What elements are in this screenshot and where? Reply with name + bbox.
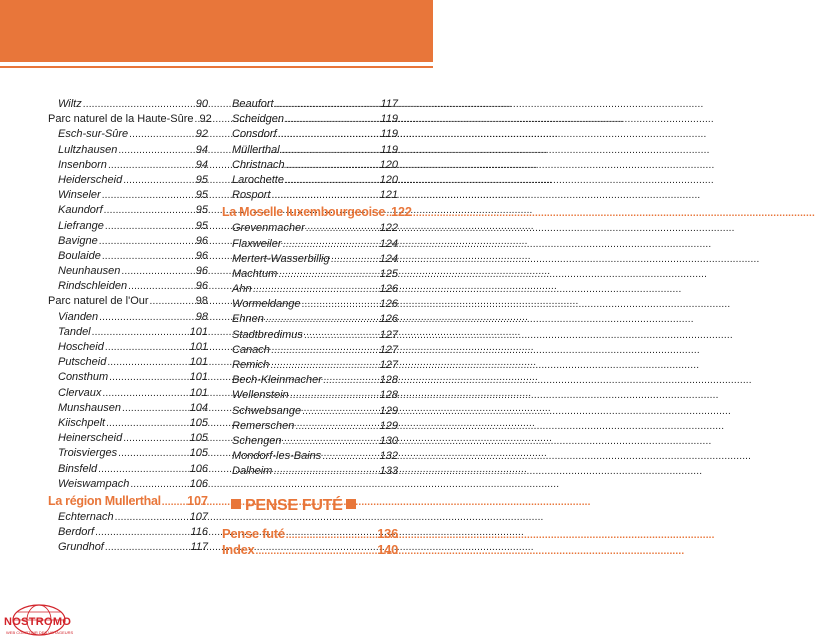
toc-entry bbox=[222, 449, 398, 464]
toc-entry bbox=[48, 234, 208, 249]
page-number: 107 bbox=[189, 510, 208, 523]
dot-leader bbox=[118, 143, 194, 158]
toc-entry bbox=[48, 249, 208, 264]
toc-entry bbox=[222, 221, 398, 236]
toc-entry bbox=[222, 404, 398, 419]
entry-label: Lultzhausen bbox=[58, 143, 118, 156]
entry-label: Putscheid bbox=[58, 356, 107, 369]
entry-label: Consthum bbox=[58, 371, 109, 384]
logo-tagline: WEB COMPTOIR DES VOYAGEURS bbox=[6, 630, 74, 635]
entry-label: Parc naturel de la Haute-Sûre bbox=[48, 113, 194, 126]
page-number: 101 bbox=[189, 371, 208, 384]
dot-leader bbox=[99, 310, 195, 325]
dot-leader bbox=[286, 158, 379, 173]
page-number: 121 bbox=[379, 189, 398, 202]
dot-leader bbox=[281, 143, 380, 158]
toc-entry bbox=[222, 343, 398, 358]
dot-leader bbox=[323, 373, 379, 388]
square-bullet-icon bbox=[231, 499, 241, 509]
toc-entry bbox=[48, 401, 208, 416]
page-number: 126 bbox=[379, 298, 398, 311]
page-number: 106 bbox=[189, 477, 208, 490]
page-number: 105 bbox=[189, 447, 208, 460]
entry-label: Kiischpelt bbox=[58, 416, 106, 429]
logo-name: NOSTROMO bbox=[4, 616, 72, 628]
page-number: 92 bbox=[195, 128, 208, 141]
page-number: 105 bbox=[189, 432, 208, 445]
toc-entry bbox=[48, 219, 208, 234]
toc-entry bbox=[222, 358, 398, 373]
entry-label: Boulaide bbox=[58, 249, 101, 262]
dot-leader bbox=[115, 510, 189, 525]
toc-entry bbox=[222, 112, 398, 127]
dot-leader bbox=[270, 358, 378, 373]
page-number: 117 bbox=[380, 98, 398, 110]
page-number: 94 bbox=[195, 143, 208, 156]
dot-leader bbox=[306, 221, 379, 236]
dot-leader bbox=[286, 528, 376, 544]
dot-leader bbox=[195, 112, 199, 127]
dot-leader bbox=[322, 449, 378, 464]
page-number: 126 bbox=[379, 283, 398, 296]
entry-label: La Moselle luxembourgeoise bbox=[222, 205, 386, 220]
entry-label: Echternach bbox=[58, 510, 114, 523]
page-number: 126 bbox=[379, 313, 398, 326]
page-number: 132 bbox=[379, 450, 398, 463]
page-number: 129 bbox=[379, 419, 398, 432]
page-number: 128 bbox=[379, 389, 398, 402]
entry-label: Dalheim bbox=[232, 465, 273, 478]
page-number: 120 bbox=[379, 173, 398, 186]
page-number: 117 bbox=[190, 541, 208, 554]
entry-label: Munshausen bbox=[58, 401, 121, 414]
toc-entry bbox=[222, 127, 398, 142]
page-number: 125 bbox=[379, 267, 398, 280]
toc-entry bbox=[48, 279, 208, 294]
toc-entry bbox=[48, 355, 208, 370]
toc-entry bbox=[48, 540, 208, 555]
toc-entry bbox=[48, 127, 208, 142]
entry-label: Remich bbox=[232, 359, 270, 371]
nostromo-logo bbox=[2, 598, 76, 642]
toc-entry bbox=[222, 328, 398, 343]
entry-label: Winseler bbox=[58, 189, 101, 202]
toc-entry bbox=[48, 203, 208, 218]
page-number: 98 bbox=[195, 310, 208, 323]
page-number: 127 bbox=[379, 328, 398, 341]
toc-entry bbox=[48, 188, 208, 203]
page-number: 119 bbox=[380, 143, 398, 156]
entry-label: Beaufort bbox=[232, 98, 274, 110]
toc-entry bbox=[48, 370, 208, 385]
page-number: 92 bbox=[199, 113, 212, 126]
toc-section-entry bbox=[222, 542, 398, 558]
entry-label: Machtum bbox=[232, 267, 278, 280]
dot-leader bbox=[253, 282, 379, 297]
entry-label: Remerschen bbox=[232, 419, 295, 432]
page-number: 116 bbox=[190, 526, 208, 539]
dot-leader bbox=[285, 173, 379, 188]
page-number: 101 bbox=[189, 325, 208, 338]
entry-label: Schengen bbox=[232, 434, 282, 447]
entry-label: Rindschleiden bbox=[58, 280, 128, 293]
dot-leader bbox=[123, 431, 188, 446]
entry-label: Bech-Kleinmacher bbox=[232, 374, 322, 387]
dot-leader bbox=[109, 370, 189, 385]
toc-entry bbox=[222, 297, 398, 312]
page-number: 140 bbox=[377, 541, 398, 557]
page-number: 101 bbox=[189, 386, 208, 399]
page-number: 101 bbox=[189, 341, 208, 353]
entry-label: Tandel bbox=[58, 325, 91, 338]
entry-label: Ahn bbox=[232, 283, 252, 296]
toc-entry bbox=[222, 158, 398, 173]
dot-leader bbox=[265, 312, 379, 327]
entry-label: Müllerthal bbox=[232, 143, 280, 156]
toc-entry bbox=[48, 416, 208, 431]
entry-label: Wormeldange bbox=[232, 298, 301, 311]
entry-label: Kaundorf bbox=[58, 204, 103, 217]
dot-leader bbox=[123, 173, 195, 188]
entry-label: Schwebsange bbox=[232, 404, 302, 417]
dot-leader bbox=[92, 325, 189, 340]
dot-leader bbox=[104, 203, 195, 218]
toc-entry bbox=[222, 173, 398, 188]
page-number: 96 bbox=[195, 265, 208, 278]
entry-label: Ehnen bbox=[232, 313, 264, 326]
dot-leader bbox=[304, 328, 379, 343]
dot-leader bbox=[105, 540, 190, 555]
dot-leader bbox=[98, 462, 189, 477]
entry-label: Liefrange bbox=[58, 219, 104, 232]
page-number: 124 bbox=[379, 252, 398, 265]
entry-label: Mertert-Wasserbillig bbox=[232, 252, 330, 265]
page-number: 127 bbox=[379, 359, 398, 371]
entry-label: Neunhausen bbox=[58, 265, 121, 278]
toc-park-entry bbox=[48, 112, 212, 127]
entry-label: Vianden bbox=[58, 310, 99, 323]
toc-entry bbox=[48, 386, 208, 401]
page-number: 95 bbox=[195, 189, 208, 202]
toc-entry bbox=[222, 143, 398, 158]
toc-entry bbox=[48, 325, 208, 340]
dot-leader bbox=[83, 97, 195, 112]
dot-leader bbox=[302, 404, 379, 419]
page-number: 129 bbox=[379, 404, 398, 417]
entry-label: Flaxweiler bbox=[232, 237, 282, 250]
entry-label: Clervaux bbox=[58, 386, 102, 399]
dot-leader bbox=[102, 386, 188, 401]
dot-leader bbox=[129, 127, 195, 142]
entry-label: Rosport bbox=[232, 189, 271, 202]
toc-entry bbox=[222, 188, 398, 203]
dot-leader bbox=[273, 464, 378, 479]
dot-leader bbox=[130, 477, 188, 492]
entry-label: Troisvierges bbox=[58, 447, 118, 460]
entry-label: Heiderscheid bbox=[58, 173, 123, 186]
section-title-text: PENSE FUTÉ bbox=[245, 496, 343, 514]
page-number: 95 bbox=[195, 219, 208, 232]
dot-leader bbox=[271, 343, 379, 358]
toc-entry bbox=[222, 97, 398, 112]
toc-entry bbox=[48, 510, 208, 525]
dot-leader bbox=[128, 279, 195, 294]
entry-label: Esch-sur-Sûre bbox=[58, 128, 129, 141]
page-number: 128 bbox=[379, 374, 398, 387]
entry-label: Consdorf bbox=[232, 128, 277, 141]
toc-region-heading bbox=[48, 492, 208, 510]
toc-entry bbox=[48, 340, 208, 355]
toc-entry bbox=[222, 434, 398, 449]
toc-section-entry bbox=[222, 526, 398, 542]
toc-entry bbox=[48, 143, 208, 158]
toc-entry bbox=[48, 97, 208, 112]
dot-leader bbox=[106, 416, 189, 431]
dot-leader bbox=[150, 294, 195, 309]
dot-leader bbox=[278, 267, 378, 282]
entry-label: Hoscheid bbox=[58, 341, 104, 353]
toc-entry bbox=[222, 312, 398, 327]
entry-label: Heinerscheid bbox=[58, 432, 123, 445]
entry-label: Binsfeld bbox=[58, 462, 98, 475]
page-number: 94 bbox=[195, 158, 208, 171]
entry-label: La région Mullerthal bbox=[48, 493, 161, 508]
page-number: 133 bbox=[379, 465, 398, 478]
dot-leader bbox=[275, 97, 380, 112]
toc-entry bbox=[222, 388, 398, 403]
page-number: 119 bbox=[380, 128, 398, 141]
entry-label: Index bbox=[222, 541, 255, 557]
entry-label: Mondorf-les-Bains bbox=[232, 450, 322, 463]
header-divider bbox=[0, 66, 433, 68]
entry-label: Canach bbox=[232, 343, 270, 356]
page-number: 96 bbox=[195, 249, 208, 262]
toc-entry bbox=[222, 237, 398, 252]
entry-label: Parc naturel de l'Our bbox=[48, 295, 149, 308]
page-number: 107 bbox=[187, 493, 208, 508]
page-number: 96 bbox=[195, 280, 208, 293]
toc-entry bbox=[48, 431, 208, 446]
toc-entry bbox=[222, 419, 398, 434]
page-number: 101 bbox=[189, 356, 208, 369]
dot-leader bbox=[272, 188, 379, 203]
page-number: 96 bbox=[195, 234, 208, 247]
entry-label: Grundhof bbox=[58, 541, 104, 554]
page-number: 104 bbox=[189, 401, 208, 414]
page-number: 106 bbox=[189, 462, 208, 475]
dot-leader bbox=[122, 401, 189, 416]
toc-entry bbox=[48, 462, 208, 477]
entry-label: Stadtbredimus bbox=[232, 328, 303, 341]
entry-label: Insenborn bbox=[58, 158, 107, 171]
header-band bbox=[0, 0, 433, 62]
dot-leader bbox=[108, 158, 195, 173]
dot-leader bbox=[285, 112, 379, 127]
page-number: 122 bbox=[391, 205, 412, 220]
toc-entry bbox=[48, 477, 208, 492]
entry-label: Pense futé bbox=[222, 525, 285, 541]
entry-label: Bavigne bbox=[58, 234, 98, 247]
dot-leader bbox=[102, 188, 195, 203]
dot-leader bbox=[295, 419, 378, 434]
dot-leader bbox=[255, 544, 376, 560]
page-number: 124 bbox=[379, 237, 398, 250]
page-number: 98 bbox=[195, 295, 208, 308]
dot-leader bbox=[105, 219, 195, 234]
dot-leader bbox=[290, 388, 379, 403]
toc-entry bbox=[48, 310, 208, 325]
entry-label: Scheidgen bbox=[232, 113, 284, 126]
toc-entry bbox=[222, 282, 398, 297]
toc-park-entry bbox=[48, 294, 208, 309]
entry-label: Berdorf bbox=[58, 526, 95, 539]
entry-label: Wiltz bbox=[58, 98, 82, 110]
toc-entry bbox=[222, 373, 398, 388]
dot-leader bbox=[331, 252, 379, 267]
toc-entry bbox=[48, 525, 208, 540]
dot-leader bbox=[283, 434, 379, 449]
page-number: 130 bbox=[379, 434, 398, 447]
toc-region-heading bbox=[222, 203, 412, 221]
dot-leader bbox=[99, 234, 195, 249]
toc-entry bbox=[48, 158, 208, 173]
square-bullet-icon bbox=[346, 499, 356, 509]
toc-entry bbox=[48, 264, 208, 279]
toc-entry bbox=[48, 446, 208, 461]
page-number: 136 bbox=[377, 525, 398, 541]
toc-entry bbox=[222, 464, 398, 479]
entry-label: Weiswampach bbox=[58, 477, 130, 490]
entry-label: Christnach bbox=[232, 158, 285, 171]
dot-leader bbox=[283, 237, 379, 252]
dot-leader bbox=[121, 264, 194, 279]
page-number: 119 bbox=[380, 113, 398, 126]
page-number: 122 bbox=[379, 222, 398, 235]
toc-left-column bbox=[48, 97, 212, 555]
dot-leader bbox=[95, 525, 189, 540]
toc-right-column bbox=[222, 97, 412, 558]
dot-leader bbox=[301, 297, 378, 312]
dot-leader bbox=[278, 127, 380, 142]
dot-leader bbox=[102, 249, 195, 264]
toc-entry bbox=[222, 267, 398, 282]
page-number: 105 bbox=[189, 416, 208, 429]
entry-label: Grevenmacher bbox=[232, 222, 305, 235]
dot-leader bbox=[118, 446, 189, 461]
section-title bbox=[222, 486, 398, 526]
dot-leader bbox=[107, 355, 188, 370]
page-number: 120 bbox=[379, 158, 398, 171]
dot-leader bbox=[105, 340, 189, 355]
page-number: 95 bbox=[195, 204, 208, 217]
page-number: 95 bbox=[195, 173, 208, 186]
entry-label: Wellenstein bbox=[232, 389, 289, 402]
toc-entry bbox=[222, 252, 398, 267]
page-number: 90 bbox=[195, 98, 208, 110]
page-number: 127 bbox=[379, 343, 398, 356]
entry-label: Larochette bbox=[232, 173, 284, 186]
toc-entry bbox=[48, 173, 208, 188]
